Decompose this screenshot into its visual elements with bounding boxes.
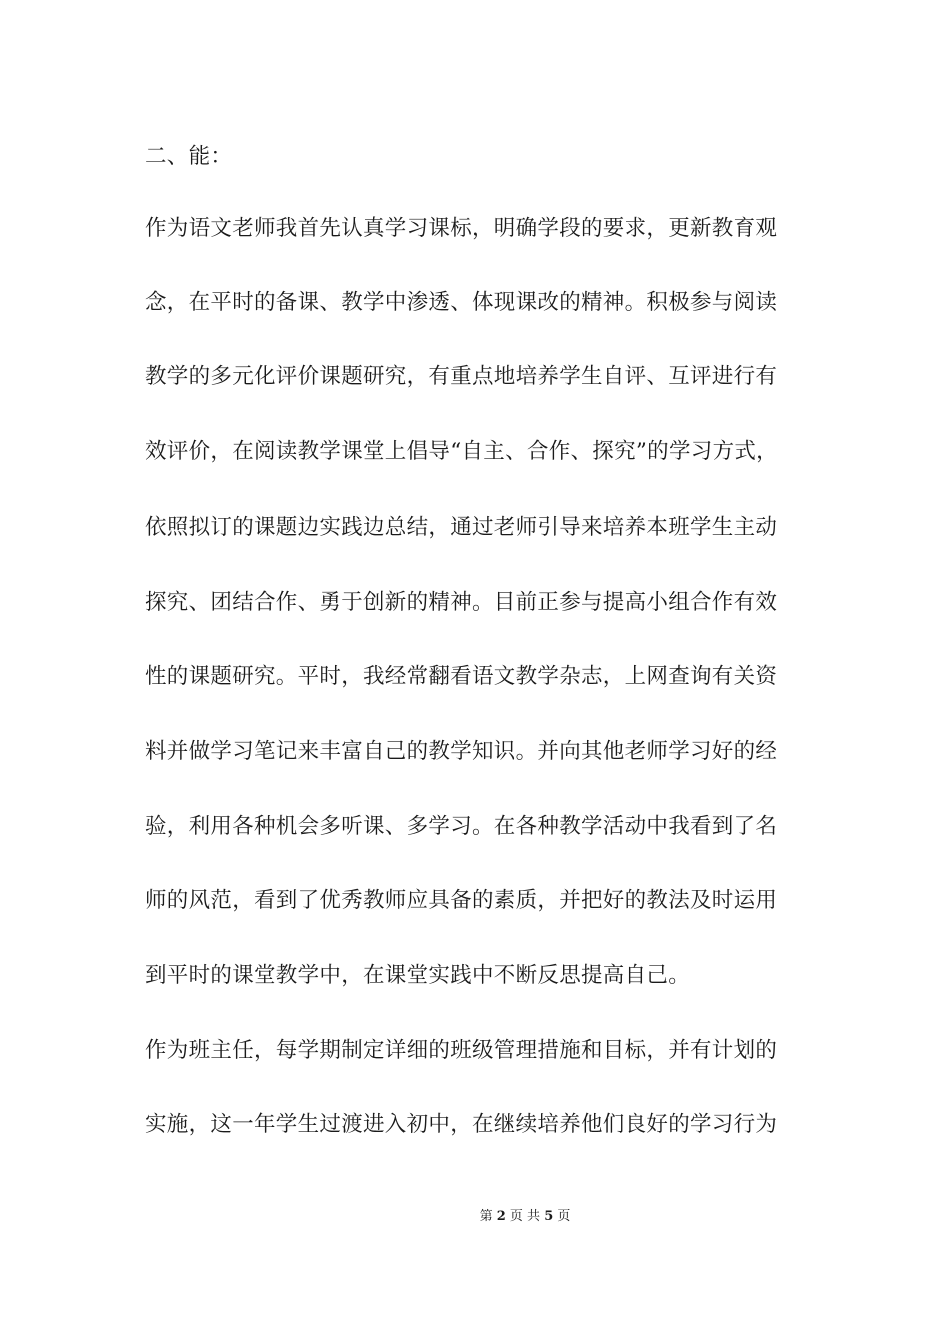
- paragraph-line: 料并做学习笔记来丰富自己的教学知识。并向其他老师学习好的经: [145, 739, 778, 764]
- page-footer: [0, 1208, 950, 1226]
- paragraph-line: 作为班主任，每学期制定详细的班级管理措施和目标，并有计划的: [145, 1038, 778, 1063]
- paragraph-line: 师的风范，看到了优秀教师应具备的素质，并把好的教法及时运用: [145, 888, 778, 913]
- section-heading: 二、能：: [145, 144, 233, 169]
- paragraph-line: 验，利用各种机会多听课、多学习。在各种教学活动中我看到了名: [145, 814, 778, 839]
- paragraph-line: 效评价，在阅读教学课堂上倡导“自主、合作、探究”的学习方式，: [145, 439, 778, 464]
- paragraph-line: 实施，这一年学生过渡进入初中，在继续培养他们良好的学习行为: [145, 1112, 778, 1137]
- paragraph-line: 到平时的课堂教学中，在课堂实践中不断反思提高自己。: [145, 963, 691, 988]
- paragraph-line: 依照拟订的课题边实践边总结，通过老师引导来培养本班学生主动: [145, 515, 778, 540]
- footer-total-pages: 5: [544, 1209, 554, 1224]
- paragraph-line: 性的课题研究。平时，我经常翻看语文教学杂志，上网查询有关资: [145, 664, 778, 689]
- footer-suffix: 页: [557, 1209, 571, 1224]
- paragraph-line: 念，在平时的备课、教学中渗透、体现课改的精神。积极参与阅读: [145, 290, 778, 315]
- paragraph-line: 作为语文老师我首先认真学习课标，明确学段的要求，更新教育观: [145, 216, 778, 241]
- footer-current-page: 2: [496, 1209, 506, 1224]
- paragraph-line: 探究、团结合作、勇于创新的精神。目前正参与提高小组合作有效: [145, 590, 778, 615]
- footer-middle: 页 共: [509, 1209, 541, 1224]
- footer-prefix: 第: [479, 1209, 493, 1224]
- paragraph-line: 教学的多元化评价课题研究，有重点地培养学生自评、互评进行有: [145, 364, 778, 389]
